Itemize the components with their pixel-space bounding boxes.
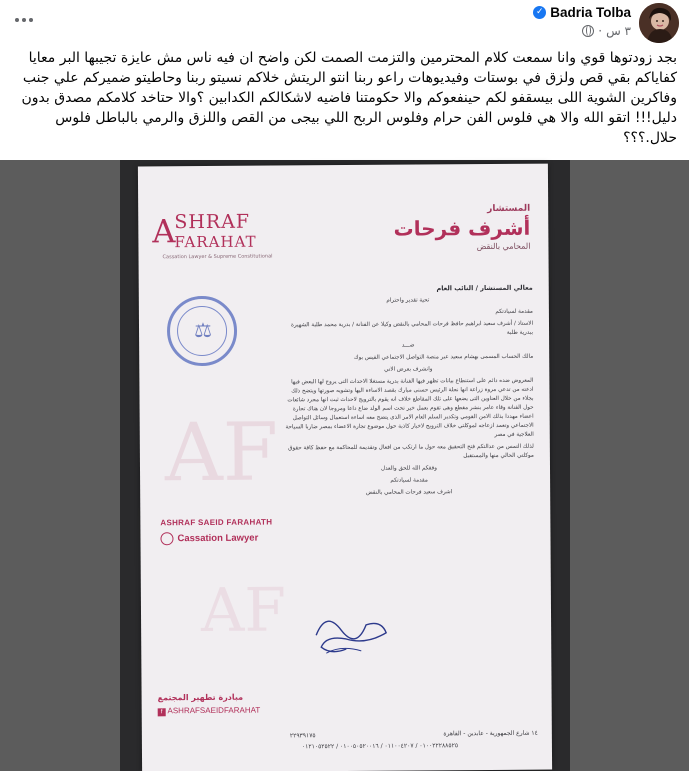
watermark: AF: [164, 405, 279, 500]
post-header: [0, 0, 689, 46]
footer-phone: ٢٢٩٣٩١٧٥: [289, 732, 316, 740]
lawyer-stamp: ASHRAF SAEID FARAHATH Cassation Lawyer: [160, 517, 273, 545]
verified-badge-icon: ✓: [533, 6, 546, 19]
author-block: [533, 5, 631, 38]
signature-icon: [306, 605, 396, 662]
letterhead-arabic: المستشار أشرف فرحات المحامي بالنقض: [393, 203, 531, 252]
footer-initiative: مبادرة تطهير المجتمع f ASHRAFSAEIDFARAHAT: [157, 692, 261, 716]
avatar[interactable]: [639, 3, 679, 43]
post-text: بجد زودتوها قوي وانا سمعت كلام المحترمين والتزمت الصمت لكن واضح ان فيه ناس مش عايزة تجيبها البر معايا كفاياكم بقي قص ولزق في بوستات وفيديوهات راعو ربنا انتو الريتش خلاكم نسيتو ربنا وحاطيتو ضميركم علي جنب وفاكرين الشوية اللى بيسقفو لكم حينفعوكم والا حكومتنا فاضيه لاشكالكم الكدابين ؟والا حتاخد كلامكم مصدق بدون دليل!!! اتقو الله والا هي فلوس الفن حرام وفلوس الربح اللي بيجى من القص واللزق والرمي بالباطل فلوس حلال.؟؟؟: [21, 50, 677, 146]
separator: ·: [598, 24, 603, 38]
letterhead-logo: A SHRAF FARAHAT Cassation Lawyer & Supreme Constitutional: [152, 210, 273, 261]
stamp-circle-icon: [160, 532, 173, 545]
official-seal: [167, 296, 237, 366]
scales-icon: ⚖: [193, 317, 213, 343]
more-options-button[interactable]: [10, 8, 38, 32]
letter-heading: معالي المستشار / النائب العام: [436, 283, 533, 293]
avatar-image: [639, 3, 679, 43]
facebook-icon: f: [158, 708, 166, 716]
legal-letter-document: [138, 164, 552, 771]
footer-mobiles: ٠١٠٠٢٢٢٨٨٥٢٥ / ٠١١٠٠٤٢٠٧ / ٠١٠٠٥٠٥٢٠٠١٦ / ٠١٢١٠٥٢٥٢٢: [301, 742, 459, 751]
post-time[interactable]: ٣ س: [606, 24, 631, 38]
letter-body: معالي المستشار / النائب العام تحية تقدير واحترام مقدمة لسيادتكم الاستاذ / أشرف سعيد ابراهيم حافظ فرحات المحامي بالنقض وكيلا عن الفنانة / بدرية محمد طلبة الشهيرة ببدرية طلبة ضـــد مالك الحساب المسمى بهشام سعيد عبر منصة التواصل الاجتماعي الفيس بوك وانشرف بعرض الاتي المعروض ضده دائم على استنطاع بيانات تظهر فيها الفنانة بدرية مستغلا الاحداث التى يروج لها البعض فيها ادعته من تدعي مروة زراعة انها نجلة الرئيس حسنى مبارك بقصد الاساءة اليها وتشويه صورتها ويتضح ذلك بجلاء من خلال العناوين التى يضعها على تلك المقاطع خلاف انه يقوم بالترويج لاحداث ثبت انها مجرد شائعات حول الفنانة وقاء عامر بنشر مقطع وهى تقوم بعمل خير تحت اسم الولد ضاع داعا ومروجا لان هناك تجارة اعضاء مهددا بذلك الامن القومي وتكدير السلم العام الامر الذى يتضح معه اساءة استعمال وسائل التواصل الاجتماعي وتعمد ازعاجه لموكلتي خلاف الترويج لاخبار كاذبة حول موضوع تجارة الاعضاء بمصر ضاربا السياحة العلاجية في مصر لذلك التمس من عدالتكم فتح التحقيق معه حول ما ارتكب من افعال وتقديمة للمحاكمة مع حفظ كافة حقوق موكلتي الحالي منها والمستقبل وفقكم الله للحق والعدل مقدمة لسيادتكم اشرف سعيد فرحات المحامي بالنقض: [283, 284, 535, 502]
globe-icon[interactable]: [582, 25, 594, 37]
footer-address: ١٤ شارع الجمهورية - عابدين - القاهرة: [443, 729, 538, 738]
more-icon: [15, 18, 19, 22]
watermark-secondary: AF: [200, 575, 287, 647]
author-name[interactable]: Badria Tolba: [550, 5, 631, 20]
